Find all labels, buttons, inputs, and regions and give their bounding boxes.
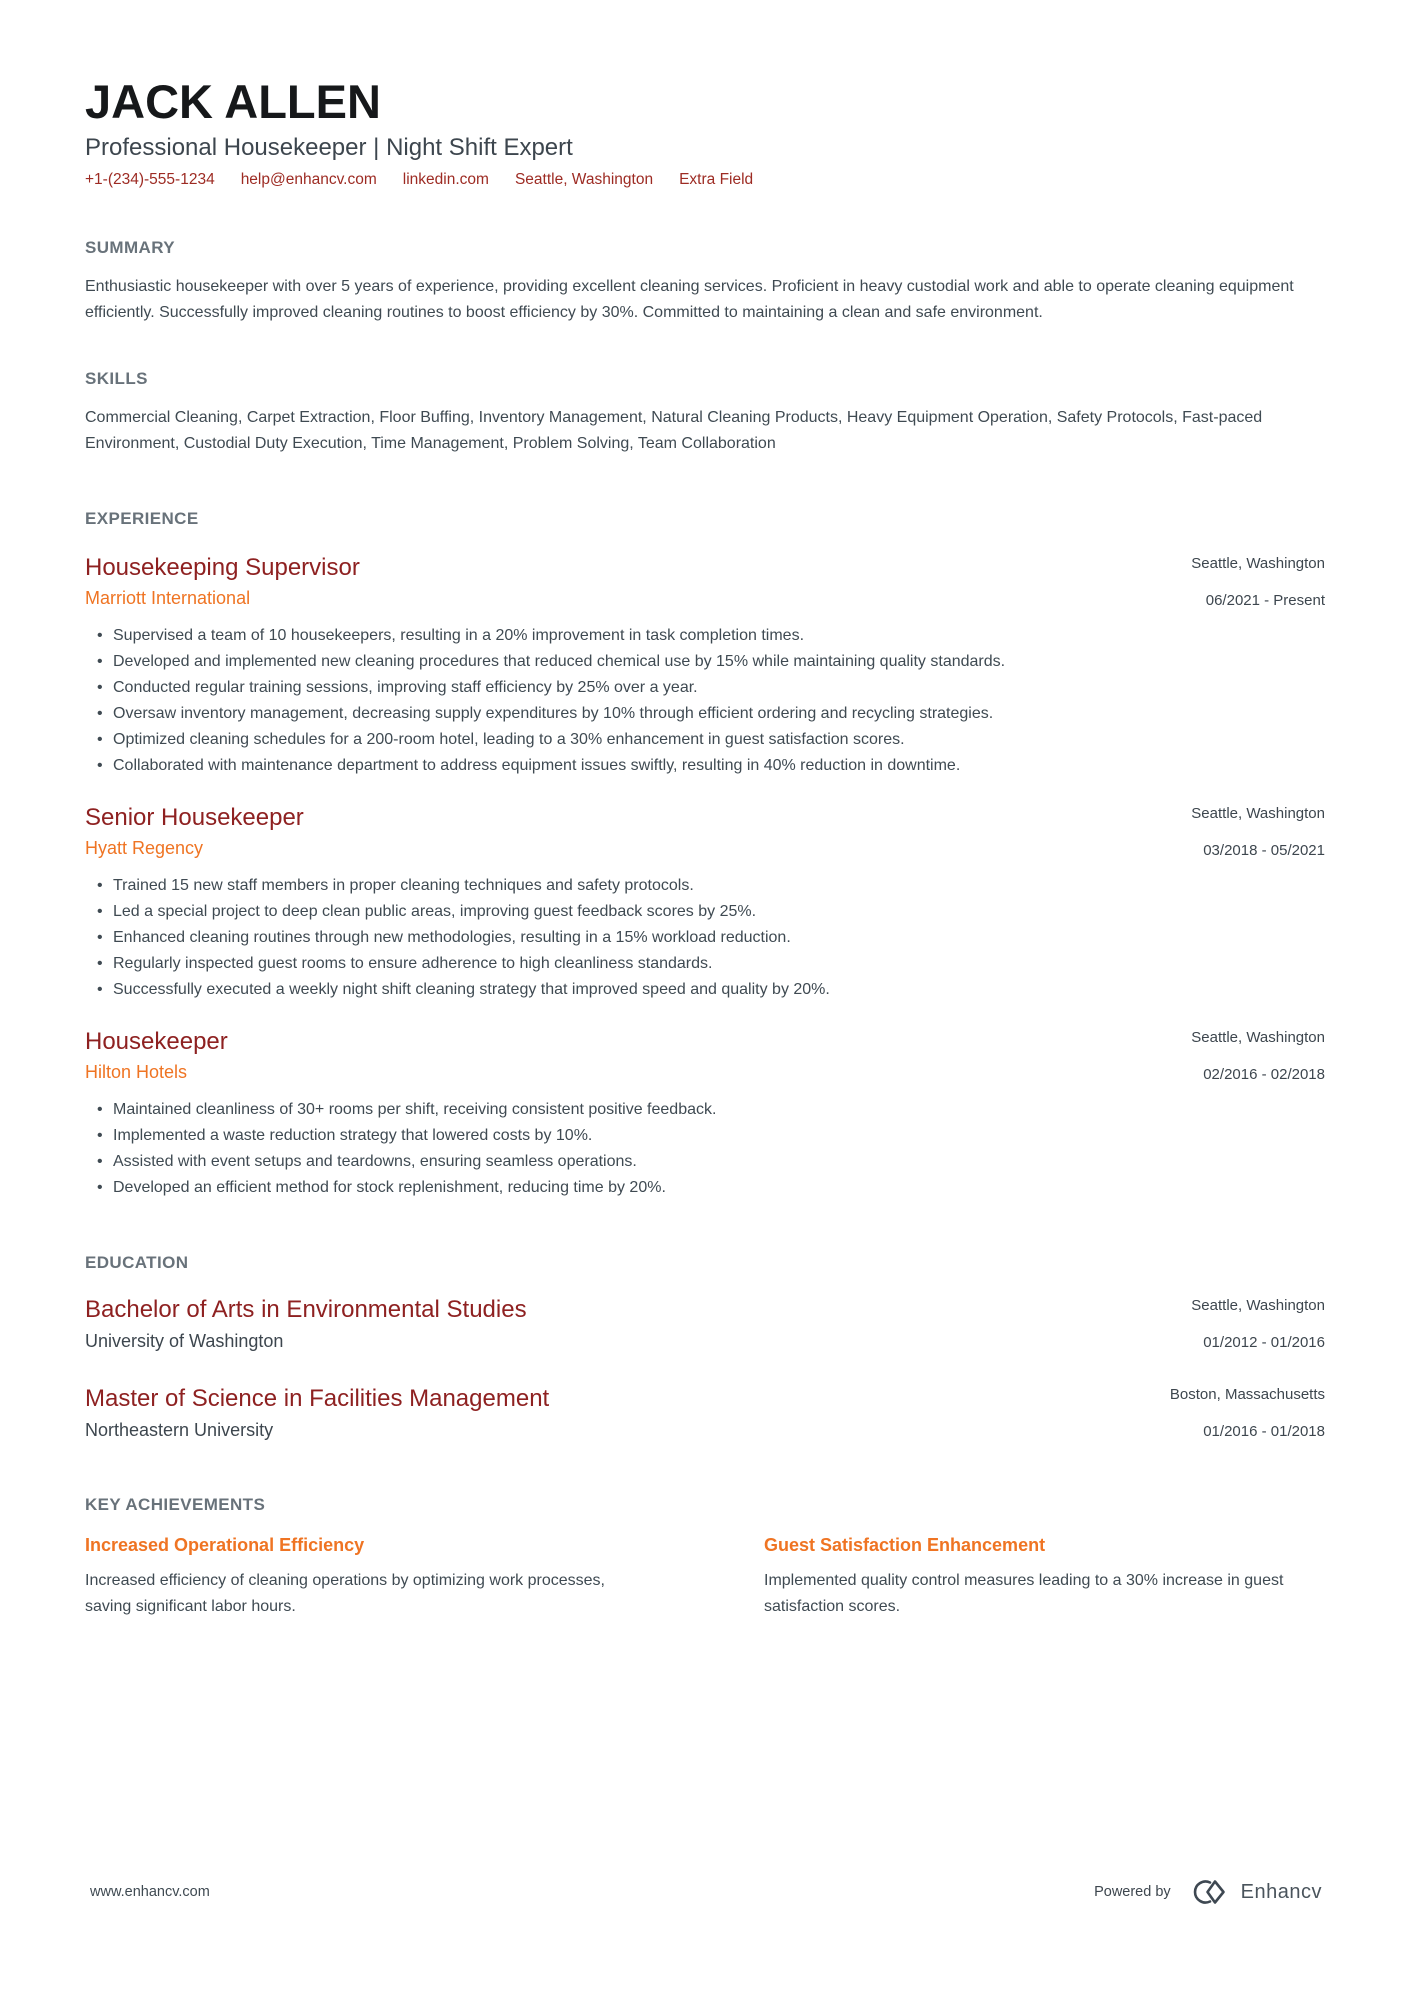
bullet-item: • Oversaw inventory management, decreasing supply expenditures by 10% through efficient ordering and recycling strategies. — [85, 701, 1325, 727]
job-meta — [1191, 803, 1325, 858]
education-section — [85, 1253, 1325, 1441]
bullet-item: • Regularly inspected guest rooms to ensure adherence to high cleanliness standards. — [85, 951, 1325, 977]
achievements-grid — [85, 1535, 1325, 1620]
summary-heading: SUMMARY — [85, 237, 175, 257]
degree-titles — [85, 1384, 1170, 1441]
degree-title: Master of Science in Facilities Management — [85, 1384, 550, 1412]
achievement-item — [85, 1535, 646, 1620]
degree-meta — [1170, 1384, 1325, 1439]
bullet-item: • Maintained cleanliness of 30+ rooms per shift, receiving consistent positive feedback. — [85, 1097, 1325, 1123]
skills-section — [85, 369, 1325, 457]
job-header — [85, 803, 1325, 859]
enhancv-logo-icon — [1185, 1877, 1227, 1907]
bullet-item: • Conducted regular training sessions, improving staff efficiency by 25% over a year. — [85, 675, 1325, 701]
bullet-item: • Led a special project to deep clean public areas, improving guest feedback scores by 25%. — [85, 899, 1325, 925]
job-location: Seattle, Washington — [1191, 1028, 1325, 1046]
powered-by-brand — [1094, 1877, 1322, 1907]
contact-row — [85, 171, 1325, 189]
summary-section — [85, 238, 1325, 326]
bullet-item: • Collaborated with maintenance department to address equipment issues swiftly, resulting in 40% reduction in downtime. — [85, 753, 1325, 779]
job-titles — [85, 803, 1191, 859]
bullet-item: • Implemented a waste reduction strategy that lowered costs by 10%. — [85, 1123, 1325, 1149]
degree-dates: 01/2012 - 01/2016 — [1203, 1333, 1325, 1351]
degree-meta — [1191, 1295, 1325, 1350]
job-meta — [1191, 553, 1325, 608]
job-dates: 06/2021 - Present — [1205, 591, 1325, 609]
degree-titles — [85, 1295, 1191, 1352]
education-heading: EDUCATION — [85, 1252, 189, 1272]
job-entry — [85, 803, 1325, 1003]
contact-location: Seattle, Washington — [514, 170, 654, 188]
job-bullets — [85, 1097, 1325, 1201]
achievement-title: Guest Satisfaction Enhancement — [764, 1534, 1046, 1555]
candidate-name: JACK ALLEN — [85, 75, 381, 128]
achievements-section — [85, 1495, 1325, 1620]
resume-header — [85, 75, 1325, 189]
job-titles — [85, 1027, 1191, 1083]
degree-school: University of Washington — [85, 1330, 284, 1351]
bullet-item: • Developed an efficient method for stock replenishment, reducing time by 20%. — [85, 1175, 1325, 1201]
job-company: Hilton Hotels — [85, 1061, 188, 1082]
job-company: Marriott International — [85, 587, 251, 608]
achievements-heading: KEY ACHIEVEMENTS — [85, 1494, 266, 1514]
achievement-title: Increased Operational Efficiency — [85, 1534, 365, 1555]
bullet-item: • Supervised a team of 10 housekeepers, resulting in a 20% improvement in task completion times. — [85, 623, 1325, 649]
candidate-headline: Professional Housekeeper | Night Shift Expert — [85, 133, 573, 161]
job-bullets — [85, 873, 1325, 1003]
bullet-item: • Optimized cleaning schedules for a 200-room hotel, leading to a 30% enhancement in guest satisfaction scores. — [85, 727, 1325, 753]
job-dates: 03/2018 - 05/2021 — [1203, 841, 1325, 859]
job-meta — [1191, 1027, 1325, 1082]
bullet-item: • Assisted with event setups and teardowns, ensuring seamless operations. — [85, 1149, 1325, 1175]
job-location: Seattle, Washington — [1191, 804, 1325, 822]
experience-heading: EXPERIENCE — [85, 508, 199, 528]
contact-phone: +1-(234)-555-1234 — [85, 170, 215, 188]
job-title: Senior Housekeeper — [85, 803, 304, 831]
degree-school: Northeastern University — [85, 1419, 274, 1440]
bullet-item: • Successfully executed a weekly night shift cleaning strategy that improved speed and quality by 20%. — [85, 977, 1325, 1003]
skills-heading: SKILLS — [85, 368, 148, 388]
job-location: Seattle, Washington — [1191, 554, 1325, 572]
job-title: Housekeeping Supervisor — [85, 553, 360, 581]
bullet-item: • Developed and implemented new cleaning procedures that reduced chemical use by 15% while maintaining quality standards. — [85, 649, 1325, 675]
achievement-text: Increased efficiency of cleaning operations by optimizing work processes, saving significant labor hours. — [85, 1571, 605, 1615]
degree-entry — [85, 1295, 1325, 1352]
achievement-text: Implemented quality control measures leading to a 30% increase in guest satisfaction scores. — [764, 1571, 1284, 1615]
degree-title: Bachelor of Arts in Environmental Studies — [85, 1295, 527, 1323]
job-bullets — [85, 623, 1325, 779]
degree-header — [85, 1384, 1325, 1441]
contact-email[interactable]: help@enhancv.com — [240, 170, 377, 188]
contact-linkedin[interactable]: linkedin.com — [402, 170, 489, 188]
degree-dates: 01/2016 - 01/2018 — [1203, 1422, 1325, 1440]
achievement-item — [764, 1535, 1325, 1620]
skills-text: Commercial Cleaning, Carpet Extraction, Floor Buffing, Inventory Management, Natural Cleaning Products, Heavy Equipment Operation, Safety Protocols, Fast-paced Environment, Custodial Duty Execution, Time Management, Problem Solving, Team Collaboration — [85, 408, 1263, 452]
job-header — [85, 1027, 1325, 1083]
degree-header — [85, 1295, 1325, 1352]
experience-section — [85, 509, 1325, 1201]
degree-location: Seattle, Washington — [1191, 1296, 1325, 1314]
degree-entry — [85, 1384, 1325, 1441]
job-dates: 02/2016 - 02/2018 — [1203, 1065, 1325, 1083]
enhancv-wordmark: Enhancv — [1240, 1880, 1322, 1903]
summary-text: Enthusiastic housekeeper with over 5 years of experience, providing excellent cleaning services. Proficient in heavy custodial work and able to operate cleaning equipment efficiently. Successfully improved cleaning routines to boost efficiency by 30%. Committed to maintaining a clean and safe environment. — [85, 277, 1294, 321]
bullet-item: • Trained 15 new staff members in proper cleaning techniques and safety protocols. — [85, 873, 1325, 899]
job-header — [85, 553, 1325, 609]
bullet-item: • Enhanced cleaning routines through new methodologies, resulting in a 15% workload reduction. — [85, 925, 1325, 951]
job-entry — [85, 1027, 1325, 1201]
job-entry — [85, 553, 1325, 779]
enhancv-site-link[interactable]: www.enhancv.com — [90, 1884, 210, 1900]
job-title: Housekeeper — [85, 1027, 228, 1055]
page-footer — [90, 1877, 1322, 1907]
degree-location: Boston, Massachusetts — [1169, 1385, 1325, 1403]
job-company: Hyatt Regency — [85, 837, 204, 858]
contact-extra-field: Extra Field — [679, 170, 754, 188]
job-titles — [85, 553, 1191, 609]
powered-by-label: Powered by — [1094, 1884, 1171, 1900]
